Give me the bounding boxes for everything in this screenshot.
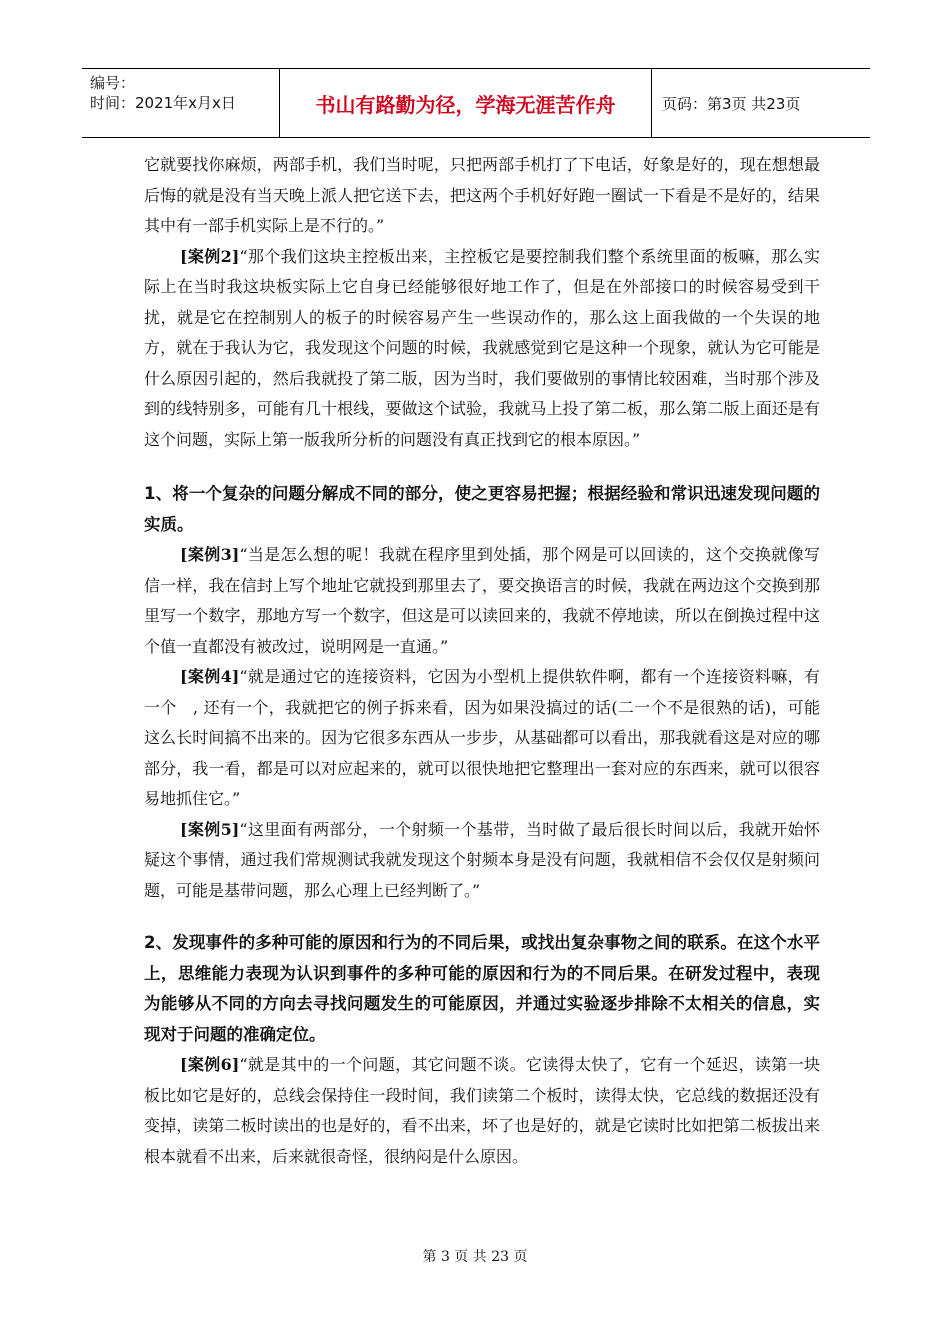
- case-text: “就是通过它的连接资料，它因为小型机上提供软件啊，都有一个连接资料嘛，有一个 , 还有一个，我就把它的例子拆来看，因为如果没搞过的话(二一个不是很熟的话)，可能这么长时间搞不出来的。因为它很多东西从一步步，从基础都可以看出，那我就看这是对应的哪部分，我一看，都是可以对应起来的，就可以很快地把它整理出一套对应的东西来，就可以很容易地抓住它。”: [144, 667, 820, 808]
- case-3: [144, 540, 820, 662]
- heading-1: 1、将一个复杂的问题分解成不同的部分，使之更容易把握；根据经验和常识迅速发现问题的实质。: [144, 484, 820, 534]
- case-text: “那个我们这块主控板出来，主控板它是要控制我们整个系统里面的板嘛，那么实际上在当时我这块板实际上它自身已经能够很好地工作了，但是在外部接口的时候容易受到干扰，就是它在控制别人的板子的时候容易产生一些误动作的，那么这上面我做的一个失误的地方，就在于我认为它，我发现这个问题的时候，我就感觉到它是这种一个现象，就认为它可能是什么原因引起的，然后我就投了第二版，因为当时，我们要做别的事情比较困难，当时那个涉及到的线特别多，可能有几十根线，要做这个试验，我就马上投了第二板，那么第二版上面还是有这个问题，实际上第一版我所分析的问题没有真正找到它的根本原因。”: [144, 246, 820, 449]
- page-header: [82, 68, 870, 138]
- case-2: [144, 242, 820, 456]
- case-6: [144, 1050, 820, 1172]
- document-body: [144, 150, 820, 1172]
- case-label: [案例5]: [180, 819, 240, 839]
- number-label: 编号：: [90, 74, 136, 92]
- case-5: [144, 815, 820, 907]
- case-text: “就是其中的一个问题，其它问题不谈。它读得太快了，它有一个延迟，读第一块板比如它是好的，总线会保持住一段时间，我们读第二个板时，读得太快，它总线的数据还没有变掉，读第二板时读出的也是好的，看不出来，坏了也是好的，就是它读时比如把第二板拔出来根本就看不出来，后来就很奇怪，很纳闷是什么原因。: [144, 1055, 820, 1166]
- time-label: 时间：2021年x月x日: [90, 94, 236, 112]
- case-label: [案例2]: [180, 246, 240, 266]
- case-text: “当是怎么想的呢！我就在程序里到处插，那个网是可以回读的，这个交换就像写信一样，我在信封上写个地址它就投到那里去了，要交换语言的时候，我就在两边这个交换到那里写一个数字，那地方写一个数字，但这是可以读回来的，我就不停地读，所以在倒换过程中这个值一直都没有被改过，说明网是一直通。”: [144, 545, 820, 656]
- page-footer: 第 3 页 共 23 页: [422, 1249, 528, 1265]
- case-4: [144, 662, 820, 815]
- header-page-info: 页码：第3页 共23页: [662, 94, 801, 113]
- case-label: [案例4]: [180, 667, 240, 686]
- case-label: [案例3]: [180, 545, 240, 564]
- header-motto: 书山有路勤为径，学海无涯苦作舟: [280, 69, 652, 137]
- case-label: [案例6]: [180, 1055, 240, 1074]
- paragraph-1: 它就要找你麻烦，两部手机，我们当时呢，只把两部手机打了下电话，好象是好的，现在想想最后悔的就是没有当天晚上派人把它送下去，把这两个手机好好跑一圈试一下看是不是好的，结果其中有一部手机实际上是不行的。”: [144, 155, 820, 235]
- header-meta: [82, 69, 280, 137]
- heading-2: 2、发现事件的多种可能的原因和行为的不同后果，或找出复杂事物之间的联系。在这个水平上，思维能力表现为认识到事件的多种可能的原因和行为的不同后果。在研发过程中，表现为能够从不同的方向去寻找问题发生的可能原因，并通过实验逐步排除不太相关的信息，实现对于问题的准确定位。: [144, 933, 820, 1044]
- case-text: “这里面有两部分，一个射频一个基带，当时做了最后很长时间以后，我就开始怀疑这个事情，通过我们常规测试我就发现这个射频本身是没有问题，我就相信不会仅仅是射频问题，可能是基带问题，那么心理上已经判断了。”: [144, 819, 820, 900]
